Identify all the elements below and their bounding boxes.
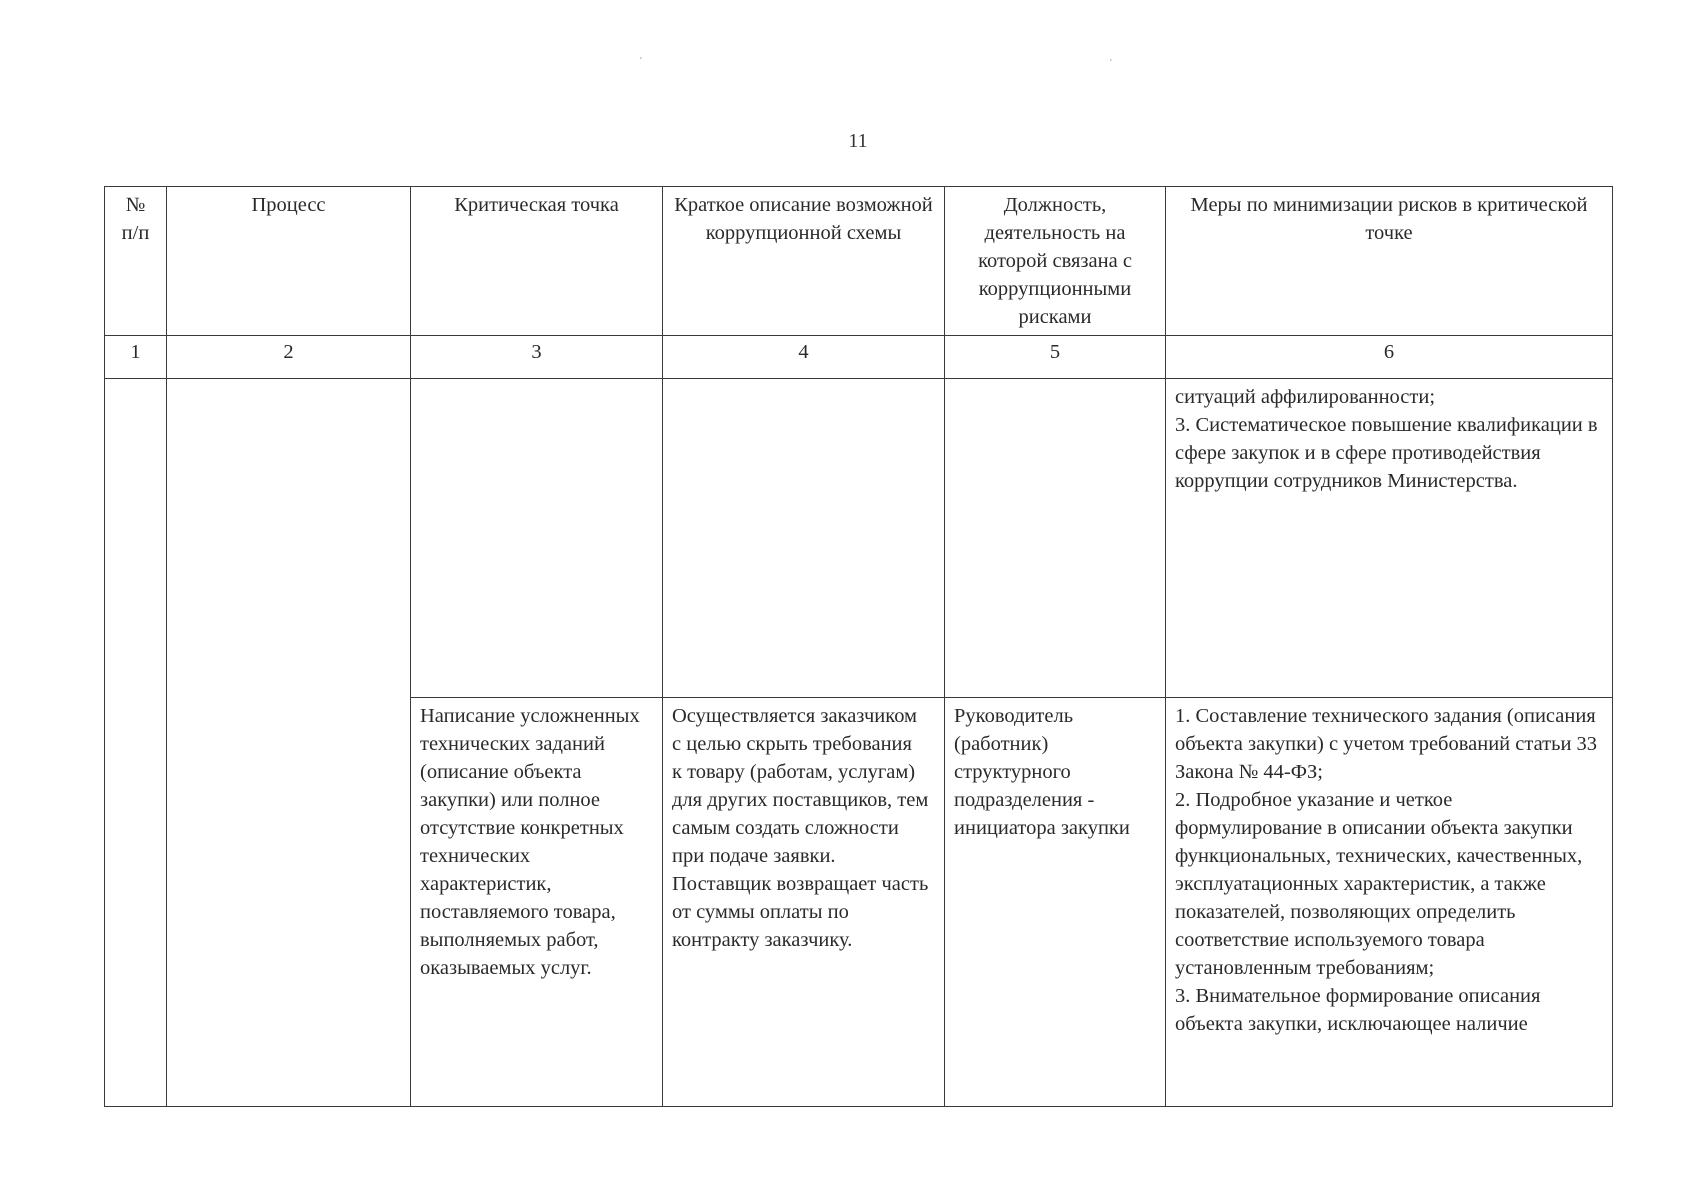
header-cell-critical-point: Критическая точка (411, 187, 663, 336)
cell-position: Руководитель (работник) структурного подразделения - инициатора закупки (945, 698, 1166, 1107)
header-row (105, 187, 1613, 336)
column-number: 1 (105, 336, 167, 379)
column-number: 5 (945, 336, 1166, 379)
column-number-row (105, 336, 1613, 379)
page-number: 11 (848, 130, 868, 152)
scan-artifact: ' (1110, 58, 1112, 69)
cell-critical-point: Написание усложненных технических заданий (описание объекта закупки) или полное отсутствие конкретных технических характеристик, поставляемого товара, выполняемых работ, оказываемых услуг. (411, 698, 663, 1107)
column-number: 6 (1166, 336, 1613, 379)
header-cell-position: Должность, деятельность на которой связана с коррупционными рисками (945, 187, 1166, 336)
cell-measures: 1. Составление технического задания (описания объекта закупки) с учетом требований статьи 33 Закона № 44-ФЗ; 2. Подробное указание и четкое формулирование в описании объекта закупки функциональных, технических, качественных, эксплуатационных характеристик, а также показателей, позволяющих определить соответствие используемого товара установленным требованиям; 3. Внимательное формирование описания объекта закупки, исключающее наличие (1166, 698, 1613, 1107)
table-row (105, 379, 1613, 698)
cell-measures: ситуаций аффилированности; 3. Систематическое повышение квалификации в сфере закупок и в сфере противодействия коррупции сотрудников Министерства. (1166, 379, 1613, 698)
header-cell-scheme: Краткое описание возможной коррупционной схемы (663, 187, 945, 336)
header-cell-process: Процесс (167, 187, 411, 336)
cell-position (945, 379, 1166, 698)
header-cell-number: № п/п (105, 187, 167, 336)
column-number: 4 (663, 336, 945, 379)
column-number: 2 (167, 336, 411, 379)
cell-scheme: Осуществляется заказчиком с целью скрыть требования к товару (работам, услугам) для других поставщиков, тем самым создать сложности при подаче заявки. Поставщик возвращает часть от суммы оплаты по контракту заказчику. (663, 698, 945, 1107)
scan-artifact: ' (640, 56, 642, 67)
header-cell-measures: Меры по минимизации рисков в критической точке (1166, 187, 1613, 336)
cell-process (167, 379, 411, 1107)
cell-number (105, 379, 167, 1107)
cell-scheme (663, 379, 945, 698)
column-number: 3 (411, 336, 663, 379)
cell-critical-point (411, 379, 663, 698)
risk-table (104, 186, 1613, 1107)
